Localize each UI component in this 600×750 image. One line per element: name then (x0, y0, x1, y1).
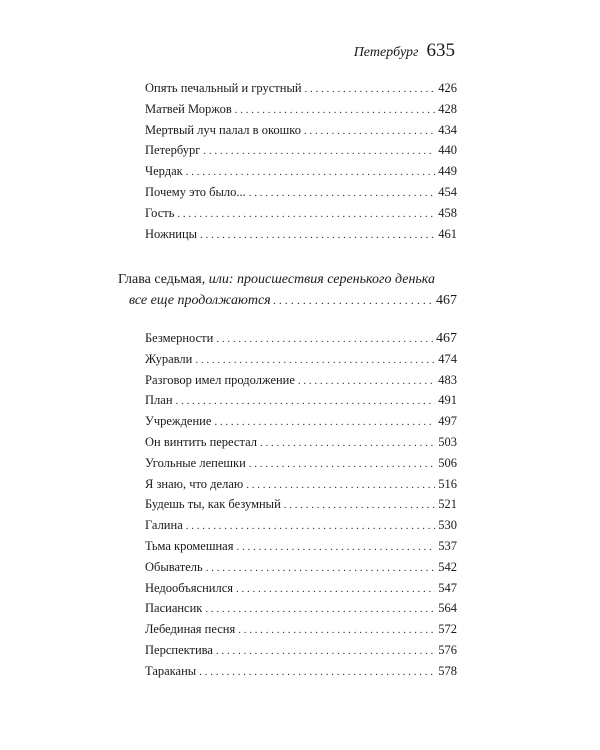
toc-entry-title: Недообъяснился (145, 580, 233, 595)
toc-entry-page: 426 (438, 81, 457, 95)
toc-entry (145, 581, 457, 602)
toc-entry-page: 576 (438, 642, 457, 657)
toc-entry (145, 435, 457, 456)
dot-leader (216, 645, 435, 657)
toc-entry-page: 547 (438, 580, 457, 595)
dot-leader (284, 499, 435, 511)
toc-entry-title: Мертвый луч палал в окошко (145, 122, 301, 137)
toc-entry-page: 434 (438, 122, 457, 137)
chapter-title-cont: все еще продолжаются (129, 293, 271, 308)
toc-entry-page: 521 (438, 497, 457, 512)
dot-leader (273, 293, 434, 308)
toc-entry-title: Разговор имел продолжение (145, 372, 295, 387)
dot-leader (304, 125, 435, 137)
dot-leader (236, 583, 435, 595)
page-number: 635 (426, 40, 455, 61)
chapter-title-plain: Глава седьмая, (118, 272, 209, 287)
toc-entry (145, 227, 457, 248)
chapter-page: 467 (436, 293, 457, 308)
toc-entry-title: Гость (145, 205, 175, 220)
toc-entry (145, 185, 457, 206)
toc-entry-title: Перспектива (145, 642, 213, 657)
toc-entry-page: 454 (438, 184, 457, 199)
toc-entry-title: Почему это было... (145, 184, 246, 199)
toc-entry (145, 497, 457, 518)
toc-entry-page: 542 (438, 559, 457, 574)
dot-leader (246, 479, 435, 491)
toc-entry (145, 352, 457, 373)
toc-entry-title: Тьма кромешная (145, 538, 234, 553)
toc-entry-page: 516 (438, 476, 457, 491)
toc-entry-page: 497 (438, 414, 457, 429)
dot-leader (214, 416, 435, 428)
toc-entry (145, 164, 457, 185)
toc-entry-page: 461 (438, 226, 457, 241)
toc-entry (145, 373, 457, 394)
dot-leader (260, 437, 435, 449)
toc-entry-page: 506 (438, 455, 457, 470)
toc-entry-title: Безмерности (145, 331, 214, 345)
chapter-title-italic: или: происшествия серенького денька (208, 272, 435, 287)
toc-entry-title: Угольные лепешки (145, 455, 246, 470)
dot-leader (195, 354, 435, 366)
toc-entry (145, 477, 457, 498)
toc-entry-title: Чердак (145, 164, 183, 179)
toc-entry (145, 456, 457, 477)
chapter-heading (118, 272, 457, 314)
toc-section-2 (145, 331, 457, 685)
dot-leader (206, 562, 436, 574)
toc-entry (145, 102, 457, 123)
toc-entry-page: 474 (438, 351, 457, 366)
toc-entry-page: 530 (438, 518, 457, 533)
dot-leader (200, 229, 435, 241)
dot-leader (186, 520, 436, 532)
toc-entry (145, 143, 457, 164)
dot-leader (298, 375, 435, 387)
toc-entry-page: 428 (438, 101, 457, 116)
toc-entry (145, 601, 457, 622)
toc-entry-title: Лебединая песня (145, 622, 236, 637)
toc-entry-page: 537 (438, 538, 457, 553)
toc-entry-page: 483 (438, 372, 457, 387)
dot-leader (176, 395, 436, 407)
toc-entry-page: 572 (438, 622, 457, 637)
chapter-title-line1 (118, 272, 457, 293)
toc-entry (145, 560, 457, 581)
toc-entry-title: Журавли (145, 351, 193, 366)
dot-leader (235, 104, 435, 116)
toc-entry-page: 440 (438, 143, 457, 158)
toc-entry-title: Тараканы (145, 663, 197, 678)
toc-entry (145, 664, 457, 685)
toc-entry (145, 539, 457, 560)
toc-entry-title: Галина (145, 518, 183, 533)
toc-entry-title: Петербург (145, 143, 201, 158)
dot-leader (249, 187, 436, 199)
dot-leader (236, 541, 435, 553)
toc-entry-title: Пасиансик (145, 601, 203, 616)
toc-entry-title: Ножницы (145, 226, 198, 241)
toc-entry (145, 81, 457, 102)
dot-leader (216, 333, 433, 345)
toc-entry (145, 643, 457, 664)
dot-leader (186, 166, 436, 178)
toc-entry-page: 458 (438, 205, 457, 220)
dot-leader (199, 666, 435, 678)
running-title: Петербург (353, 45, 419, 60)
toc-entry-page: 491 (438, 393, 457, 408)
dot-leader (205, 603, 435, 615)
toc-entry-title: Он винтить перестал (145, 434, 257, 449)
dot-leader (203, 145, 435, 157)
toc-entry (145, 206, 457, 227)
dot-leader (238, 624, 435, 636)
chapter-title-line2 (118, 293, 457, 314)
toc-entry-page: 449 (438, 164, 457, 179)
toc-section-1 (145, 81, 457, 247)
toc-entry (145, 518, 457, 539)
toc-entry-page: 564 (438, 601, 457, 616)
toc-entry-page: 503 (438, 434, 457, 449)
toc-entry-title: Учреждение (145, 414, 212, 429)
dot-leader (305, 83, 436, 95)
toc-entry (145, 331, 457, 352)
toc-entry-title: Я знаю, что делаю (145, 476, 244, 491)
running-header (354, 40, 455, 62)
toc-entry (145, 414, 457, 435)
dot-leader (249, 458, 435, 470)
toc-entry-page: 578 (438, 663, 457, 678)
toc-entry (145, 393, 457, 414)
toc-entry-page: 467 (436, 331, 457, 346)
toc-entry-title: Обыватель (145, 559, 203, 574)
dot-leader (177, 208, 435, 220)
toc-entry-title: Опять печальный и грустный (145, 81, 302, 95)
toc-entry (145, 123, 457, 144)
toc-entry-title: План (145, 393, 173, 408)
toc-entry-title: Матвей Моржов (145, 101, 232, 116)
toc-entry (145, 622, 457, 643)
toc-entry-title: Будешь ты, как безумный (145, 497, 281, 512)
